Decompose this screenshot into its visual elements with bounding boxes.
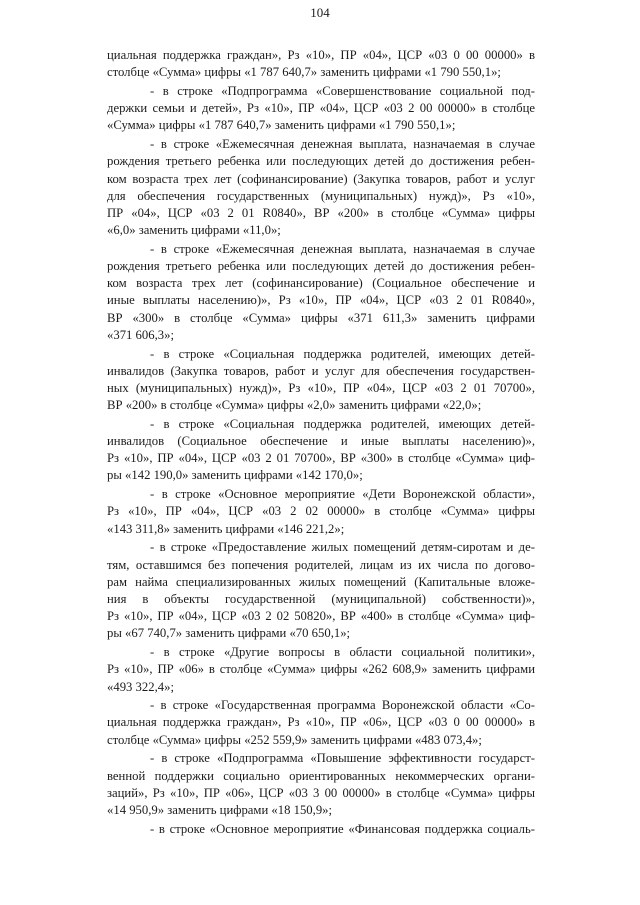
paragraph-amendment xyxy=(107,821,535,838)
paragraph-amendment xyxy=(107,136,535,239)
text-line: тям, оставшимся без попечения родителей, лицам из их числа по догово- xyxy=(107,557,535,572)
text-line: циальная поддержка граждан», Рз «10», ПР «06», ЦСР «03 0 00 00000» в xyxy=(107,715,535,730)
paragraph-amendment xyxy=(107,697,535,749)
text-line: заций», Рз «10», ПР «06», ЦСР «03 3 00 00000» в столбце «Сумма» цифры xyxy=(107,785,535,800)
text-line: - в строке «Ежемесячная денежная выплата, назначаемая в случае xyxy=(150,241,535,256)
text-line: ры «142 190,0» заменить цифрами «142 170,0»; xyxy=(107,468,363,483)
text-line: ния в объекты государственной (муниципальной) собственности)», xyxy=(107,591,535,606)
text-line: - в строке «Ежемесячная денежная выплата, назначаемая в случае xyxy=(150,137,535,152)
text-line: ры «67 740,7» заменить цифрами «70 650,1»; xyxy=(107,626,351,641)
text-line: - в строке «Основное мероприятие «Дети Воронежской области», xyxy=(150,487,535,502)
text-line: - в строке «Основное мероприятие «Финансовая поддержка социаль- xyxy=(150,821,535,836)
text-line: «Сумма» цифры «1 787 640,7» заменить цифрами «1 790 550,1»; xyxy=(107,118,456,133)
text-line: «6,0» заменить цифрами «11,0»; xyxy=(107,223,281,238)
page-number: 104 xyxy=(310,5,330,20)
text-line: - в строке «Другие вопросы в области социальной политики», xyxy=(150,645,535,660)
text-line: ПР «04», ЦСР «03 2 01 R0840», ВР «200» в столбце «Сумма» цифры xyxy=(107,205,535,220)
text-line: рождения третьего ребенка или последующих детей до достижения ребен- xyxy=(107,259,535,274)
text-line: - в строке «Подпрограмма «Совершенствование социальной под- xyxy=(150,83,535,98)
text-line: циальная поддержка граждан», Рз «10», ПР «04», ЦСР «03 0 00 00000» в xyxy=(107,48,535,62)
paragraph-amendment xyxy=(107,486,535,538)
text-line: Рз «10», ПР «04», ЦСР «03 2 02 00000» в столбце «Сумма» цифры xyxy=(107,504,535,519)
text-line: столбце «Сумма» цифры «1 787 640,7» заменить цифрами «1 790 550,1»; xyxy=(107,65,501,80)
text-line: «493 322,4»; xyxy=(107,679,174,694)
text-line: «371 606,3»; xyxy=(107,327,174,342)
text-line: - в строке «Государственная программа Воронежской области «Со- xyxy=(150,698,535,713)
text-line: «143 311,8» заменить цифрами «146 221,2»; xyxy=(107,521,345,536)
text-line: ных (муниципальных) нужд)», Рз «10», ПР «04», ЦСР «03 2 01 70700», xyxy=(107,380,535,395)
text-line: для обеспечения государственных (муниципальных) нужд)», Рз «10», xyxy=(107,188,535,203)
paragraph-amendment xyxy=(107,346,535,415)
paragraph-amendment xyxy=(107,416,535,485)
text-line: рам найма специализированных жилых помещений (Капитальные вложе- xyxy=(107,574,535,589)
text-line: Рз «10», ПР «06» в столбце «Сумма» цифры «262 608,9» заменить цифрами xyxy=(107,662,535,677)
text-line: столбце «Сумма» цифры «252 559,9» заменить цифрами «483 073,4»; xyxy=(107,732,482,747)
paragraph-amendment xyxy=(107,750,535,819)
text-line: инвалидов (Закупка товаров, работ и услуг для обеспечения государствен- xyxy=(107,363,535,378)
text-line: - в строке «Предоставление жилых помещений детям-сиротам и де- xyxy=(150,540,535,555)
text-line: ком возраста трех лет (софинансирование) (Закупка товаров, работ и услуг xyxy=(107,171,535,186)
paragraph-amendment xyxy=(107,241,535,344)
text-line: инвалидов (Социальное обеспечение и иные выплаты населению)», xyxy=(107,434,535,449)
text-line: иные выплаты населению)», Рз «10», ПР «04», ЦСР «03 2 01 R0840», xyxy=(107,293,535,308)
text-line: венной поддержки социально ориентированных некоммерческих органи- xyxy=(107,768,535,783)
text-line: Рз «10», ПР «04», ЦСР «03 2 01 70700», ВР «300» в столбце «Сумма» циф- xyxy=(107,451,535,466)
text-line: - в строке «Социальная поддержка родителей, имеющих детей- xyxy=(150,346,535,361)
text-line: - в строке «Подпрограмма «Повышение эффективности государст- xyxy=(150,751,535,766)
text-line: держки семьи и детей», Рз «10», ПР «04», ЦСР «03 2 00 00000» в столбце xyxy=(107,101,535,116)
text-line: ВР «200» в столбце «Сумма» цифры «2,0» заменить цифрами «22,0»; xyxy=(107,398,482,413)
text-line: ВР «300» в столбце «Сумма» цифры «371 611,3» заменить цифрами xyxy=(107,310,535,325)
paragraph-amendment xyxy=(107,539,535,642)
text-line: ком возраста трех лет (софинансирование) (Социальное обеспечение и xyxy=(107,276,535,291)
text-line: - в строке «Социальная поддержка родителей, имеющих детей- xyxy=(150,416,535,431)
paragraph-continued xyxy=(107,47,535,81)
paragraph-amendment xyxy=(107,644,535,696)
paragraph-amendment xyxy=(107,83,535,135)
text-line: «14 950,9» заменить цифрами «18 150,9»; xyxy=(107,803,333,817)
text-line: рождения третьего ребенка или последующих детей до достижения ребен- xyxy=(107,154,535,169)
text-line: Рз «10», ПР «04», ЦСР «03 2 02 50820», ВР «400» в столбце «Сумма» циф- xyxy=(107,609,535,624)
document-body xyxy=(107,47,535,838)
